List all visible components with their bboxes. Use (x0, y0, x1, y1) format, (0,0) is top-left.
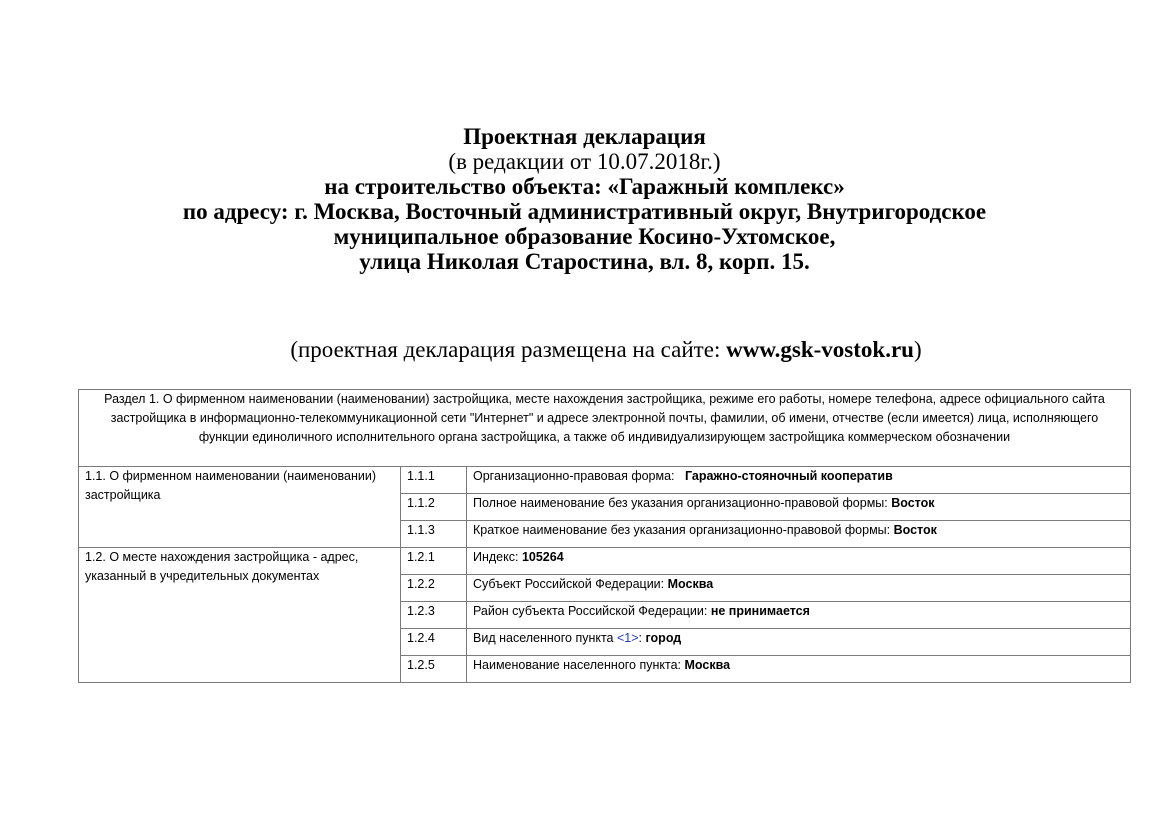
row-code: 1.2.3 (401, 602, 467, 629)
table-row (79, 467, 1131, 494)
field-label: Краткое наименование без указания организационно-правовой формы: (473, 523, 894, 537)
field-value: 105264 (521, 550, 564, 564)
document-object: на строительство объекта: «Гаражный комплекс» (324, 174, 845, 199)
field-label: Полное наименование без указания организационно-правовой формы: (473, 496, 892, 510)
row-field (467, 629, 1131, 656)
field-label: Индекс: (473, 550, 522, 564)
section-title-row (79, 390, 1131, 467)
field-value: город (645, 631, 682, 645)
table-row (79, 548, 1131, 575)
section-1-title: Раздел 1. О фирменном наименовании (наименовании) застройщика, месте нахождения застройщика, режиме его работы, номере телефона, адресе официального сайта застройщика в информационно-телекоммуникационной сети "Интернет" и адресе электронной почты, фамилии, об имени, отчестве (если имеется) лица, исполняющего функции единоличного исполнительного органа застройщика, а также об индивидуализирующем застройщика коммерческом обозначении (79, 390, 1131, 467)
row-code: 1.2.1 (401, 548, 467, 575)
row-field (467, 656, 1131, 683)
field-value: Гаражно-стояночный кооператив (684, 469, 893, 483)
row-code: 1.2.5 (401, 656, 467, 683)
field-label: Организационно-правовая форма: (473, 469, 685, 483)
field-label: Наименование населенного пункта: (473, 658, 685, 672)
group-label-1-2: 1.2. О месте нахождения застройщика - адрес, указанный в учредительных документах (79, 548, 401, 683)
document-address-line1: по адресу: г. Москва, Восточный административный округ, Внутригородское (182, 199, 987, 224)
field-separator: : (638, 631, 646, 645)
row-code: 1.1.3 (401, 521, 467, 548)
field-value: Восток (891, 496, 935, 510)
row-code: 1.2.2 (401, 575, 467, 602)
site-note-suffix: ) (913, 337, 922, 362)
field-value: Москва (667, 577, 714, 591)
row-field (467, 521, 1131, 548)
row-code: 1.1.1 (401, 467, 467, 494)
field-value: Москва (684, 658, 731, 672)
field-value: Восток (893, 523, 937, 537)
site-note-prefix: (проектная декларация размещена на сайте: (290, 337, 727, 362)
footnote-ref-link[interactable]: <1> (616, 631, 639, 645)
document-address-line2: муниципальное образование Косино-Ухтомское, (333, 224, 836, 249)
site-note (0, 336, 1169, 364)
row-code: 1.2.4 (401, 629, 467, 656)
field-label: Район субъекта Российской Федерации: (473, 604, 711, 618)
row-field (467, 602, 1131, 629)
row-field (467, 548, 1131, 575)
field-value: не принимается (710, 604, 810, 618)
document-address-line3: улица Николая Старостина, вл. 8, корп. 15. (359, 249, 810, 274)
document-title: Проектная декларация (463, 124, 706, 149)
site-url-link[interactable]: www.gsk-vostok.ru (726, 337, 914, 362)
declaration-table (78, 389, 1131, 683)
field-label: Субъект Российской Федерации: (473, 577, 668, 591)
field-label: Вид населенного пункта (473, 631, 617, 645)
row-field (467, 467, 1131, 494)
group-label-1-1: 1.1. О фирменном наименовании (наименовании) застройщика (79, 467, 401, 548)
document-heading (0, 124, 1169, 274)
row-field (467, 575, 1131, 602)
row-field (467, 494, 1131, 521)
row-code: 1.1.2 (401, 494, 467, 521)
document-edition: (в редакции от 10.07.2018г.) (448, 149, 721, 174)
